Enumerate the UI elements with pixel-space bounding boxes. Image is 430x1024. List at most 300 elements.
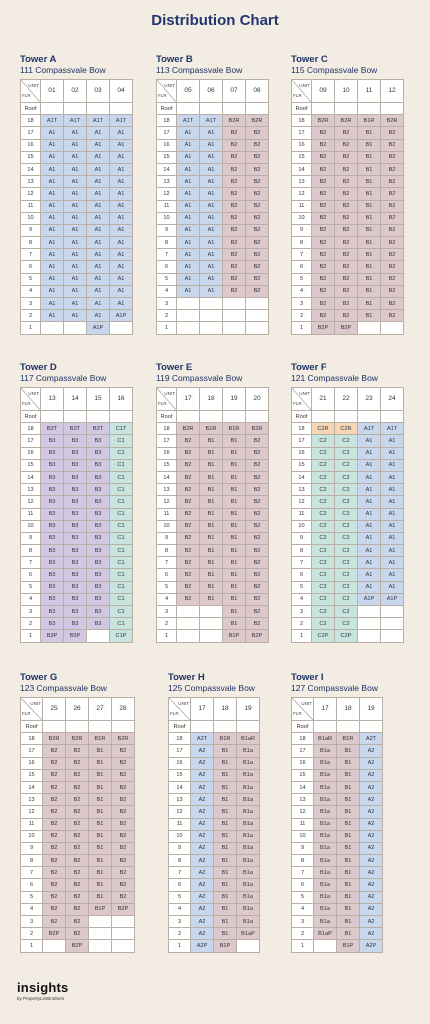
floor-cell: 18 [21,733,43,745]
unit-type-cell: A1 [64,249,87,261]
table-row [157,224,269,236]
unit-type-cell: A1 [64,188,87,200]
tower-block [156,362,269,643]
floor-cell: 7 [157,557,177,569]
unit-type-cell: B2 [312,151,335,163]
floor-cell: 18 [292,423,312,435]
unit-type-cell [177,310,200,322]
unit-type-cell: B2 [66,879,89,891]
tower-name: Tower G [20,672,58,683]
unit-type-cell: B3T [87,423,110,435]
table-row [169,855,260,867]
unit-type-cell: B2 [335,163,358,175]
unit-type-cell: B1a [314,891,337,903]
unit-type-cell: B2 [177,508,200,520]
floor-cell: 9 [21,224,41,236]
unit-header: 13 [41,388,64,411]
unit-type-cell [191,721,214,733]
unit-type-cell: A1 [87,139,110,151]
unit-type-cell: A2 [191,757,214,769]
unit-type-cell: C1 [110,435,133,447]
table-row [292,520,404,532]
unit-type-cell: A1 [64,212,87,224]
floor-cell: 5 [292,273,312,285]
unit-type-cell [177,618,200,630]
unit-type-cell: B2 [246,606,269,618]
floor-cell: Roof [292,103,312,115]
unit-type-cell: B1 [358,139,381,151]
floor-cell: Roof [21,721,43,733]
unit-type-cell: B2 [246,212,269,224]
table-row [21,581,133,593]
table-row [21,879,135,891]
unit-type-cell: B1 [200,593,223,605]
tower-address: 115 Compassvale Bow [291,65,378,75]
unit-type-cell: A1 [381,459,404,471]
unit-type-cell: B2 [66,757,89,769]
floor-cell: 12 [21,806,43,818]
table-row [292,757,383,769]
unit-type-cell: A2 [360,928,383,940]
table-row [292,630,404,642]
table-row [292,769,383,781]
unit-type-cell: B2 [177,435,200,447]
unit-type-cell: B1R [337,733,360,745]
unit-type-cell: A1 [177,261,200,273]
floor-cell: 4 [169,903,191,915]
table-row [157,508,269,520]
unit-type-cell [177,606,200,618]
floor-cell: 13 [292,794,314,806]
unit-type-cell: A1 [110,237,133,249]
table-row [21,471,133,483]
unit-type-cell: B2 [312,188,335,200]
table-row [157,322,269,334]
floor-cell: 14 [21,163,41,175]
unit-type-cell: B2 [43,745,66,757]
unit-header: 25 [43,698,66,721]
unit-type-cell: A1 [41,261,64,273]
table-row [21,769,135,781]
floor-cell: 9 [21,532,41,544]
unit-type-cell: B2 [246,261,269,273]
floor-cell: 5 [157,273,177,285]
unit-type-cell: B1R [200,423,223,435]
unit-header: 10 [335,80,358,103]
unit-type-cell: B2 [66,781,89,793]
unit-type-cell: A1 [41,127,64,139]
unit-type-cell: A1 [87,163,110,175]
unit-header: 23 [358,388,381,411]
unit-type-cell: A1 [177,249,200,261]
unit-type-cell: B1a [314,757,337,769]
unit-type-cell: A2 [360,842,383,854]
floor-cell: 18 [157,115,177,127]
table-row [21,200,133,212]
table-row [292,733,383,745]
unit-type-cell: A1 [177,176,200,188]
unit-type-cell: B2 [246,569,269,581]
table-row [292,721,383,733]
unit-type-cell [214,721,237,733]
brand-logo [17,980,68,1001]
unit-type-cell: B2 [66,769,89,781]
floor-cell: 4 [21,593,41,605]
floor-label: FLR [293,93,302,98]
unit-type-cell: A1 [358,569,381,581]
table-row [21,721,135,733]
unit-type-cell: B1 [337,818,360,830]
table-row [21,606,133,618]
floor-cell: Roof [21,411,41,423]
unit-type-cell: A1 [381,532,404,544]
unit-type-cell: B2 [246,249,269,261]
unit-type-cell: B1 [358,298,381,310]
unit-type-cell: B2R [66,733,89,745]
unit-type-cell: B1a [314,903,337,915]
unit-type-cell: A1 [110,163,133,175]
floor-cell: 6 [292,569,312,581]
unit-type-cell: B3 [64,569,87,581]
table-row [169,769,260,781]
unit-type-cell: A1 [41,237,64,249]
unit-type-cell: B2P [43,928,66,940]
unit-type-cell: B1 [223,606,246,618]
unit-type-cell: B1 [89,855,112,867]
unit-type-cell: A2 [191,842,214,854]
unit-type-cell: B1 [200,471,223,483]
unit-type-cell: B1 [200,557,223,569]
unit-type-cell: B2 [335,237,358,249]
table-row [21,806,135,818]
floor-cell: 1 [292,630,312,642]
unit-type-cell: B2 [246,163,269,175]
floor-cell: 17 [292,127,312,139]
unit-type-cell: B3 [87,606,110,618]
unit-type-cell: B1 [337,903,360,915]
table-row [157,606,269,618]
unit-type-cell: B2 [66,867,89,879]
table-header-row [21,80,133,103]
tower-name: Tower I [291,672,324,683]
unit-header: 18 [337,698,360,721]
unit-type-cell: B1 [214,745,237,757]
table-row [21,103,133,115]
unit-type-cell: B2 [112,855,135,867]
table-row [292,891,383,903]
unit-type-cell: B1 [214,842,237,854]
unit-type-cell: B1a [314,916,337,928]
unit-type-cell: C1 [110,618,133,630]
unit-type-cell: A2 [360,879,383,891]
unit-type-cell: A1 [41,139,64,151]
unit-type-cell: A1 [41,200,64,212]
unit-type-cell: B2 [112,830,135,842]
unit-type-cell: B1 [89,891,112,903]
unit-type-cell: B2 [223,200,246,212]
unit-type-cell: A1T [200,115,223,127]
unit-type-cell: C2 [335,545,358,557]
table-row [169,794,260,806]
unit-type-cell: A1 [41,188,64,200]
unit-type-cell: B3 [64,459,87,471]
floor-label: FLR [293,401,302,406]
table-row [292,745,383,757]
table-row [169,891,260,903]
tower-address: 111 Compassvale Bow [20,65,106,75]
unit-type-cell: C1 [110,496,133,508]
unit-type-cell: B2 [223,237,246,249]
unit-type-cell: B1 [89,830,112,842]
table-row [292,261,404,273]
table-row [21,569,133,581]
unit-type-cell: B1 [358,127,381,139]
floor-cell: 13 [169,794,191,806]
unit-floor-corner [157,388,177,411]
unit-type-cell [200,606,223,618]
unit-type-cell: A1 [358,581,381,593]
unit-type-cell: C1 [110,557,133,569]
floor-cell: 17 [292,745,314,757]
unit-type-cell: B1 [337,781,360,793]
unit-floor-corner [292,80,312,103]
unit-type-cell: B3 [87,496,110,508]
distribution-table [291,79,404,335]
floor-cell: 10 [157,520,177,532]
unit-type-cell: B2R [246,423,269,435]
table-row [157,484,269,496]
unit-type-cell: B2 [381,273,404,285]
floor-cell: 10 [169,830,191,842]
unit-type-cell: B1 [223,508,246,520]
unit-type-cell [381,411,404,423]
unit-type-cell [200,103,223,115]
unit-type-cell [381,103,404,115]
floor-cell: 2 [169,928,191,940]
floor-cell: 14 [157,471,177,483]
unit-type-cell: B1 [358,261,381,273]
distribution-table [20,79,133,335]
unit-type-cell: B2 [223,249,246,261]
unit-type-cell: C1 [110,606,133,618]
unit-type-cell: A2 [191,928,214,940]
unit-type-cell: B2 [43,879,66,891]
floor-cell: 16 [21,139,41,151]
unit-type-cell [314,940,337,952]
table-row [292,285,404,297]
unit-type-cell: A1 [110,139,133,151]
unit-type-cell: A1 [358,447,381,459]
floor-cell: 13 [292,176,312,188]
unit-type-cell: B2 [381,139,404,151]
unit-type-cell: B2 [43,903,66,915]
unit-type-cell: B2 [177,471,200,483]
table-row [292,903,383,915]
unit-type-cell: B2P [312,322,335,334]
unit-type-cell: A1 [381,484,404,496]
unit-type-cell: C2 [312,447,335,459]
unit-type-cell: C2 [312,606,335,618]
unit-type-cell: A1T [358,423,381,435]
unit-type-cell: A2 [360,891,383,903]
unit-type-cell [223,298,246,310]
table-row [157,261,269,273]
table-row [157,127,269,139]
unit-type-cell: B1 [358,249,381,261]
unit-type-cell: C2R [335,423,358,435]
floor-cell: 17 [157,435,177,447]
floor-cell: 8 [21,855,43,867]
unit-type-cell: B1a [314,806,337,818]
table-row [292,322,404,334]
floor-cell: 12 [157,496,177,508]
unit-type-cell: B1 [337,891,360,903]
unit-type-cell: A2 [191,879,214,891]
floor-cell: 5 [21,273,41,285]
table-row [292,212,404,224]
unit-type-cell [66,721,89,733]
floor-cell: 11 [292,508,312,520]
table-row [21,310,133,322]
unit-type-cell: B1 [89,842,112,854]
unit-type-cell: B1a [314,855,337,867]
table-header-row [21,388,133,411]
unit-type-cell: B1 [200,581,223,593]
floor-cell: 11 [21,508,41,520]
unit-type-cell: B3 [41,520,64,532]
unit-type-cell [89,940,112,952]
unit-type-cell: B1a [314,769,337,781]
unit-type-cell: B2 [177,593,200,605]
floor-cell: 1 [21,322,41,334]
unit-type-cell: B2 [312,212,335,224]
unit-label: UNIT [301,701,312,706]
table-row [292,593,404,605]
floor-cell: 6 [21,879,43,891]
unit-type-cell: B2 [246,581,269,593]
unit-type-cell: B1a [237,806,260,818]
unit-type-cell: B2 [246,188,269,200]
unit-type-cell: C1 [110,581,133,593]
floor-cell: 5 [21,891,43,903]
unit-type-cell: B1 [89,781,112,793]
unit-type-cell [200,618,223,630]
unit-type-cell: B1 [214,855,237,867]
unit-type-cell: B1 [89,867,112,879]
unit-type-cell: C2 [312,508,335,520]
unit-type-cell [312,103,335,115]
unit-type-cell [87,411,110,423]
unit-type-cell: B1aR [314,733,337,745]
table-row [21,139,133,151]
tower-address: 113 Compassvale Bow [156,65,243,75]
unit-type-cell: B2 [66,842,89,854]
unit-type-cell [223,322,246,334]
unit-type-cell: B3 [87,484,110,496]
table-row [157,545,269,557]
unit-type-cell: A1 [87,310,110,322]
unit-type-cell: B1a [237,879,260,891]
unit-type-cell: A1 [110,273,133,285]
unit-type-cell: B2 [246,127,269,139]
unit-type-cell: C2 [335,471,358,483]
floor-cell: 13 [21,484,41,496]
unit-type-cell [110,103,133,115]
unit-type-cell: A1 [177,127,200,139]
unit-type-cell: C2 [335,606,358,618]
unit-type-cell: B2 [381,249,404,261]
unit-type-cell: B1 [358,273,381,285]
unit-type-cell: A1P [87,322,110,334]
table-row [157,581,269,593]
unit-floor-corner [21,80,41,103]
unit-type-cell: B2 [246,285,269,297]
unit-type-cell: A1 [41,212,64,224]
unit-type-cell: A1 [200,237,223,249]
unit-type-cell: B1 [337,794,360,806]
floor-cell: 6 [21,569,41,581]
table-row [21,818,135,830]
floor-cell: Roof [292,411,312,423]
tower-name: Tower D [20,362,57,373]
unit-type-cell: B1 [337,916,360,928]
unit-type-cell [89,721,112,733]
table-row [169,842,260,854]
floor-cell: 15 [21,769,43,781]
unit-type-cell: B2 [223,163,246,175]
unit-type-cell: B3 [87,593,110,605]
unit-type-cell: A1 [64,298,87,310]
table-row [21,757,135,769]
unit-type-cell [43,940,66,952]
floor-cell: 5 [169,891,191,903]
table-row [21,163,133,175]
unit-type-cell: C2 [312,471,335,483]
floor-cell: 4 [292,903,314,915]
table-row [21,916,135,928]
unit-header: 27 [89,698,112,721]
unit-type-cell: B2 [112,757,135,769]
unit-type-cell: B2 [312,139,335,151]
unit-type-cell [64,103,87,115]
unit-type-cell [89,916,112,928]
unit-type-cell [381,606,404,618]
unit-type-cell: A1 [41,285,64,297]
unit-type-cell: B3 [64,545,87,557]
floor-cell: 1 [21,630,41,642]
unit-type-cell: A2P [360,940,383,952]
table-row [21,188,133,200]
table-row [157,471,269,483]
unit-type-cell: B2 [312,310,335,322]
table-row [21,176,133,188]
table-row [169,867,260,879]
floor-cell: 18 [169,733,191,745]
unit-type-cell: B2 [43,794,66,806]
unit-type-cell: A1T [64,115,87,127]
unit-type-cell: B2 [335,249,358,261]
table-row [157,411,269,423]
unit-type-cell: B2 [177,447,200,459]
table-row [157,115,269,127]
unit-label: UNIT [178,701,189,706]
unit-type-cell [246,322,269,334]
table-row [292,298,404,310]
unit-type-cell: A1 [110,298,133,310]
unit-type-cell: B1a [237,745,260,757]
table-row [169,733,260,745]
unit-type-cell: B2 [335,151,358,163]
